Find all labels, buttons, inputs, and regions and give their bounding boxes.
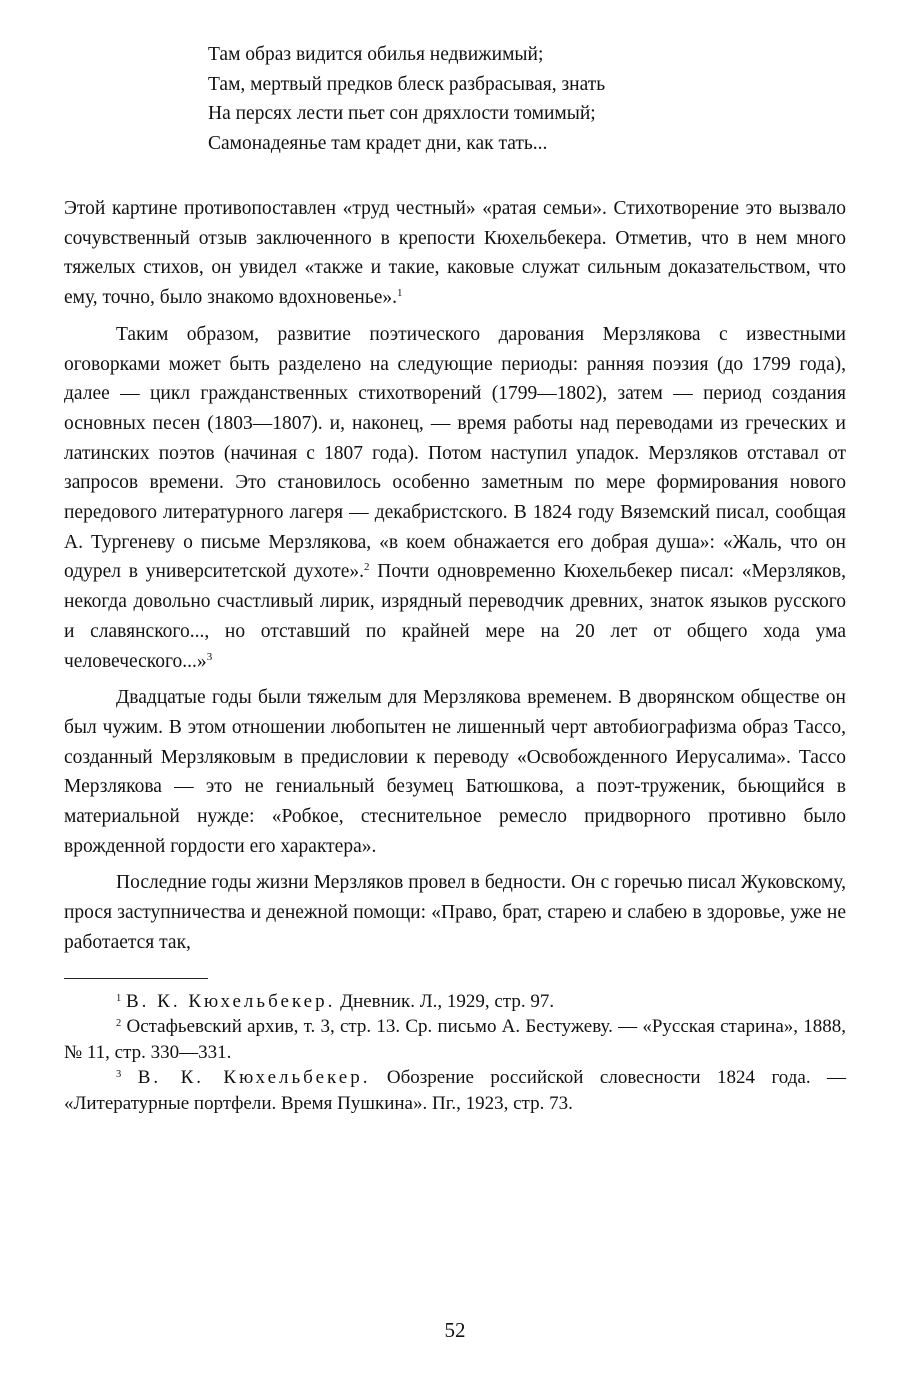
footnote-number: 1 (116, 992, 122, 1004)
paragraph-text: Последние годы жизни Мерзляков провел в бедности. Он с горечью писал Жуковскому, прося заступничества и денежной помощи: «Право, брат, старею и слабею в здоровье, уже не работается так, (64, 872, 846, 953)
verse-line: На персях лести пьет сон дряхлости томимый; (208, 103, 596, 124)
footnote-text: Дневник. Л., 1929, стр. 97. (335, 990, 555, 1012)
paragraph (64, 194, 846, 313)
paragraph-text: Таким образом, развитие поэтического дарования Мерзлякова с известными оговорками может быть разделено на следующие периоды: ранняя поэзия (до 1799 года), далее — цикл гражданственных стихотворений (1799—1802), затем — период создания основных песен (1803—1807). и, наконец, — время работы над переводами из греческих и латинских поэтов (начиная с 1807 года). Потом наступил упадок. Мерзляков отставал от запросов времени. Это становилось особенно заметным по мере формирования нового передового литературного лагеря — декабристского. В 1824 году Вяземский писал, сообщая А. Тургеневу о письме Мерзлякова, «в коем обнажается его добрая душа»: «Жаль, что он одурел в университетской духоте». (64, 323, 846, 583)
footnote-number: 2 (116, 1018, 122, 1030)
footnote-author: В. К. Кюхельбекер. (137, 1067, 371, 1089)
verse-quote (208, 40, 846, 158)
footnote (64, 1065, 846, 1116)
paragraph (64, 320, 846, 676)
book-page (64, 40, 846, 1370)
footnote (64, 989, 846, 1015)
footnote-text: Остафьевский архив, т. 3, стр. 13. Ср. письмо А. Бестужеву. — «Русская старина», 1888, № 11, стр. 330—331. (64, 1016, 846, 1063)
footnote-number: 3 (116, 1069, 122, 1081)
verse-line: Самонадеянье там крадет дни, как тать... (208, 132, 548, 154)
paragraph-text: Двадцатые годы были тяжелым для Мерзлякова временем. В дворянском обществе он был чужим. В этом отношении любопытен не лишенный черт автобиографизма образ Тассо, созданный Мерзляковым в предисловии к переводу «Освобожденного Иерусалима». Тассо Мерзлякова — это не гениальный безумец Батюшкова, а поэт-труженик, бьющийся в материальной нужде: «Робкое, стеснительное ремесло придворного противно было врожденной гордости его характера». (64, 687, 846, 857)
paragraph-text: Почти одновременно Кюхельбекер писал: «Мерзляков, некогда довольно счастливый лирик, изрядный переводчик древних, знаток языков русского и славянского..., но отставший по крайней мере на 20 лет от общего хода ума человеческого...» (64, 561, 846, 672)
verse-line: Там образ видится обилья недвижимый; (208, 44, 544, 65)
footnote-ref: 1 (397, 287, 403, 300)
verse-line: Там, мертвый предков блеск разбрасывая, знать (208, 73, 606, 95)
footnotes (64, 989, 846, 1117)
paragraph (64, 683, 846, 861)
footnote-ref: 2 (363, 561, 370, 574)
footnote-ref: 3 (206, 650, 213, 663)
footnote-divider (64, 978, 208, 979)
footnote (64, 1014, 846, 1065)
paragraph-text: Этой картине противопоставлен «труд честный» «ратая семьи». Стихотворение это вызвало сочувственный отзыв заключенного в крепости Кюхельбекера. Отметив, что в нем много тяжелых стихов, он увидел «также и такие, каковые служат сильным доказательством, что ему, точно, было знакомо вдохновенье». (64, 198, 846, 309)
footnote-author: В. К. Кюхельбекер. (126, 990, 336, 1012)
page-number: 52 (444, 1318, 466, 1342)
footnote-text: Обозрение российской словесности 1824 года. — «Литературные портфели. Время Пушкина». Пг., 1923, стр. 73. (64, 1067, 847, 1114)
body-text (64, 194, 846, 958)
paragraph (64, 868, 846, 957)
